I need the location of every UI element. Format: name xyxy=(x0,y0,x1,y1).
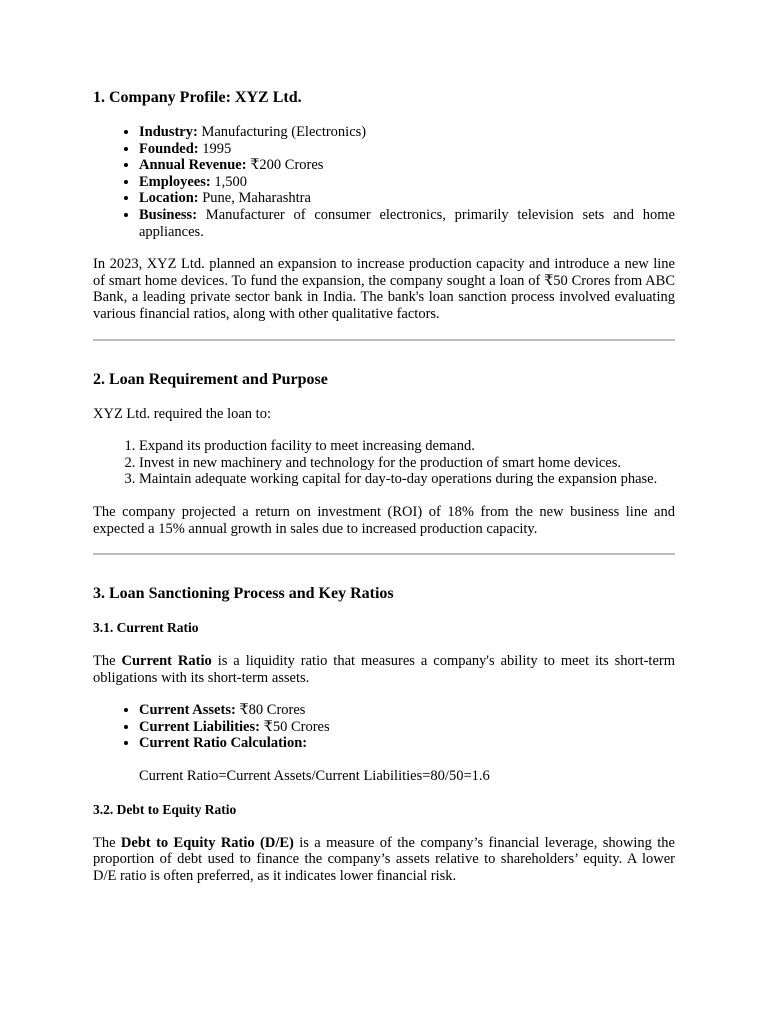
debt-equity-heading: 3.2. Debt to Equity Ratio xyxy=(93,801,237,817)
list-item: • Industry: Manufacturing (Electronics) xyxy=(139,124,675,141)
section-1-heading: 1. Company Profile: XYZ Ltd. xyxy=(93,89,302,106)
current-ratio-intro: The Current Ratio is a liquidity ratio that measures a company's ability to meet its short-term obligations with its short-term assets. xyxy=(93,653,675,686)
current-ratio-heading: 3.1. Current Ratio xyxy=(93,620,199,636)
company-profile-list xyxy=(93,124,675,240)
list-item: 3. Maintain adequate working capital for day-to-day operations during the expansion phase. xyxy=(139,471,675,488)
current-ratio-list xyxy=(93,702,675,752)
list-item: • Founded: 1995 xyxy=(139,141,675,158)
section-divider xyxy=(93,553,675,555)
section-divider xyxy=(93,339,675,341)
section-2-intro: XYZ Ltd. required the loan to: xyxy=(93,405,271,422)
document-page xyxy=(93,0,675,884)
section-1-paragraph: In 2023, XYZ Ltd. planned an expansion to increase production capacity and introduce a new line of smart home devices. To fund the expansion, the company sought a loan of ₹50 Crores from ABC Bank, a leading private sector bank in India. The bank's loan sanction process involved evaluating various financial ratios, along with other qualitative factors. xyxy=(93,256,675,322)
list-item: • Current Assets: ₹80 Crores xyxy=(139,702,675,719)
section-2-heading: 2. Loan Requirement and Purpose xyxy=(93,370,328,388)
list-item: • Employees: 1,500 xyxy=(139,174,675,191)
list-item: • Business: Manufacturer of consumer electronics, primarily television sets and home appliances. xyxy=(139,207,675,240)
list-item: • Current Liabilities: ₹50 Crores xyxy=(139,719,675,736)
list-item: • Annual Revenue: ₹200 Crores xyxy=(139,157,675,174)
current-ratio-formula: Current Ratio=Current Assets/Current Liabilities=80/50=1.6 xyxy=(139,768,490,785)
list-item: • Location: Pune, Maharashtra xyxy=(139,190,675,207)
debt-equity-intro: The Debt to Equity Ratio (D/E) is a measure of the company’s financial leverage, showing the proportion of debt used to finance the company’s assets relative to shareholders’ equity. A lower D/E ratio is often preferred, as it indicates lower financial risk. xyxy=(93,834,675,884)
list-item: • Current Ratio Calculation: xyxy=(139,735,675,752)
list-item: 1. Expand its production facility to meet increasing demand. xyxy=(139,438,675,455)
loan-purpose-list xyxy=(93,438,675,488)
section-2-paragraph: The company projected a return on investment (ROI) of 18% from the new business line and expected a 15% annual growth in sales due to increased production capacity. xyxy=(93,503,675,537)
section-3-heading: 3. Loan Sanctioning Process and Key Ratios xyxy=(93,585,394,603)
list-item: 2. Invest in new machinery and technology for the production of smart home devices. xyxy=(139,455,675,472)
